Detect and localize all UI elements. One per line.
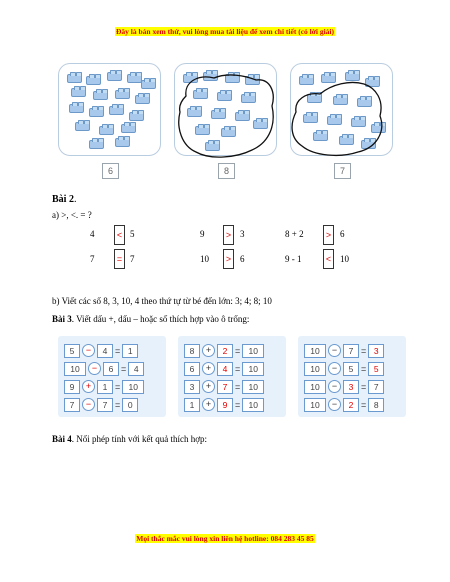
operand-box[interactable]: 7 bbox=[217, 380, 233, 394]
header-banner-text: Đây là bản xem thử, vui lòng mua tài liệu để xem chi tiết (có lời giải) bbox=[115, 27, 335, 36]
bai3-instruction: . Viết dấu +, dấu – hoặc số thích hợp vào ô trống: bbox=[71, 314, 250, 324]
result-box: 10 bbox=[242, 398, 264, 412]
equation-row bbox=[304, 398, 384, 411]
equals-sign: = bbox=[235, 363, 241, 374]
result-box[interactable]: 3 bbox=[368, 344, 384, 358]
equation-row bbox=[64, 362, 144, 375]
result-box: 8 bbox=[368, 398, 384, 412]
operand-box: 1 bbox=[184, 398, 200, 412]
equation-row bbox=[184, 398, 264, 411]
cmp-sign-box[interactable]: > bbox=[223, 249, 234, 269]
operator-circle[interactable]: − bbox=[82, 398, 95, 411]
circle-group-panel-2 bbox=[179, 75, 273, 157]
operand-box: 5 bbox=[343, 362, 359, 376]
equals-sign: = bbox=[115, 399, 121, 410]
operand-box: 6 bbox=[184, 362, 200, 376]
bai2-part-b: b) Viết các số 8, 3, 10, 4 theo thứ tự từ bé đến lớn: 3; 4; 8; 10 bbox=[52, 296, 272, 306]
equation-row bbox=[184, 362, 264, 375]
cmp-sign-box[interactable]: < bbox=[114, 225, 125, 245]
bai2-heading: Bài 2. bbox=[52, 194, 77, 205]
operand-box[interactable]: 2 bbox=[217, 344, 233, 358]
equals-sign: = bbox=[361, 363, 367, 374]
operand-box: 8 bbox=[184, 344, 200, 358]
operand-box: 10 bbox=[304, 398, 326, 412]
cmp-right: 10 bbox=[340, 254, 349, 264]
operand-box: 9 bbox=[64, 380, 80, 394]
bai2-title: Bài 2 bbox=[52, 194, 74, 205]
operand-box: 7 bbox=[97, 398, 113, 412]
operator-circle: − bbox=[328, 398, 341, 411]
operator-circle: − bbox=[328, 380, 341, 393]
equals-sign: = bbox=[361, 381, 367, 392]
operand-box: 3 bbox=[184, 380, 200, 394]
cmp-left: 7 bbox=[90, 254, 95, 264]
operator-circle: + bbox=[202, 380, 215, 393]
result-box: 10 bbox=[242, 380, 264, 394]
cmp-right: 3 bbox=[240, 229, 245, 239]
equals-sign: = bbox=[235, 345, 241, 356]
cmp-right: 6 bbox=[240, 254, 245, 264]
bai4-title: Bài 4 bbox=[52, 434, 72, 444]
equals-sign: = bbox=[121, 363, 127, 374]
cmp-left: 9 bbox=[200, 229, 205, 239]
cmp-sign-box[interactable]: > bbox=[323, 225, 334, 245]
operand-box: 6 bbox=[103, 362, 119, 376]
operand-box[interactable]: 3 bbox=[343, 380, 359, 394]
equation-row bbox=[304, 362, 384, 375]
operator-circle[interactable]: − bbox=[88, 362, 101, 375]
operand-box: 5 bbox=[64, 344, 80, 358]
operator-circle[interactable]: − bbox=[82, 344, 95, 357]
operand-box: 10 bbox=[304, 344, 326, 358]
result-box: 4 bbox=[128, 362, 144, 376]
operator-circle: + bbox=[202, 398, 215, 411]
result-box[interactable]: 5 bbox=[368, 362, 384, 376]
panel-3-count: 7 bbox=[334, 163, 351, 179]
operator-circle: + bbox=[202, 344, 215, 357]
cmp-left: 8 + 2 bbox=[285, 229, 304, 239]
cmp-sign-box[interactable]: > bbox=[223, 225, 234, 245]
operator-circle: − bbox=[328, 344, 341, 357]
operand-box: 7 bbox=[64, 398, 80, 412]
operand-box[interactable]: 2 bbox=[343, 398, 359, 412]
panel-1-count: 6 bbox=[102, 163, 119, 179]
operand-box: 10 bbox=[64, 362, 86, 376]
cmp-sign-box[interactable]: = bbox=[114, 249, 125, 269]
operand-box[interactable]: 4 bbox=[217, 362, 233, 376]
operand-box: 7 bbox=[343, 344, 359, 358]
math-panel-1 bbox=[58, 336, 166, 417]
equation-row bbox=[64, 380, 144, 393]
cmp-right: 7 bbox=[130, 254, 135, 264]
result-box: 0 bbox=[122, 398, 138, 412]
cmp-sign-box[interactable]: < bbox=[323, 249, 334, 269]
equation-row bbox=[304, 344, 384, 357]
operator-circle: + bbox=[202, 362, 215, 375]
cmp-right: 6 bbox=[340, 229, 345, 239]
equals-sign: = bbox=[235, 399, 241, 410]
bai3-heading bbox=[52, 314, 249, 324]
cmp-left: 4 bbox=[90, 229, 95, 239]
equals-sign: = bbox=[361, 399, 367, 410]
equals-sign: = bbox=[115, 381, 121, 392]
result-box: 10 bbox=[122, 380, 144, 394]
footer-banner-text: Mọi thắc mắc vui lòng xin liên hệ hotline: 084 283 45 85 bbox=[136, 534, 314, 543]
result-box: 10 bbox=[242, 344, 264, 358]
bai4-heading bbox=[52, 434, 207, 444]
equation-row bbox=[304, 380, 384, 393]
bai3-title: Bài 3 bbox=[52, 314, 72, 324]
operand-box: 4 bbox=[97, 344, 113, 358]
operator-circle: − bbox=[328, 362, 341, 375]
cmp-left: 10 bbox=[200, 254, 209, 264]
equation-row bbox=[64, 398, 138, 411]
result-box: 7 bbox=[368, 380, 384, 394]
math-panel-3 bbox=[298, 336, 406, 417]
bai2-part-a: a) >, <. = ? bbox=[52, 210, 92, 220]
bai4-instruction: . Nối phép tính với kết quả thích hợp: bbox=[71, 434, 208, 444]
cmp-right: 5 bbox=[130, 229, 135, 239]
equation-row bbox=[184, 344, 264, 357]
equals-sign: = bbox=[361, 345, 367, 356]
result-box: 1 bbox=[122, 344, 138, 358]
panel-2-count: 8 bbox=[218, 163, 235, 179]
operand-box: 1 bbox=[97, 380, 113, 394]
operand-box: 10 bbox=[304, 380, 326, 394]
operand-box: 10 bbox=[304, 362, 326, 376]
cmp-left: 9 - 1 bbox=[285, 254, 302, 264]
equals-sign: = bbox=[115, 345, 121, 356]
equation-row bbox=[184, 380, 264, 393]
equals-sign: = bbox=[235, 381, 241, 392]
circle-group-panel-3 bbox=[292, 82, 382, 155]
operator-circle[interactable]: + bbox=[82, 380, 95, 393]
result-box: 10 bbox=[242, 362, 264, 376]
equation-row bbox=[64, 344, 138, 357]
math-panel-2 bbox=[178, 336, 286, 417]
operand-box[interactable]: 9 bbox=[217, 398, 233, 412]
footer-banner bbox=[0, 534, 450, 543]
